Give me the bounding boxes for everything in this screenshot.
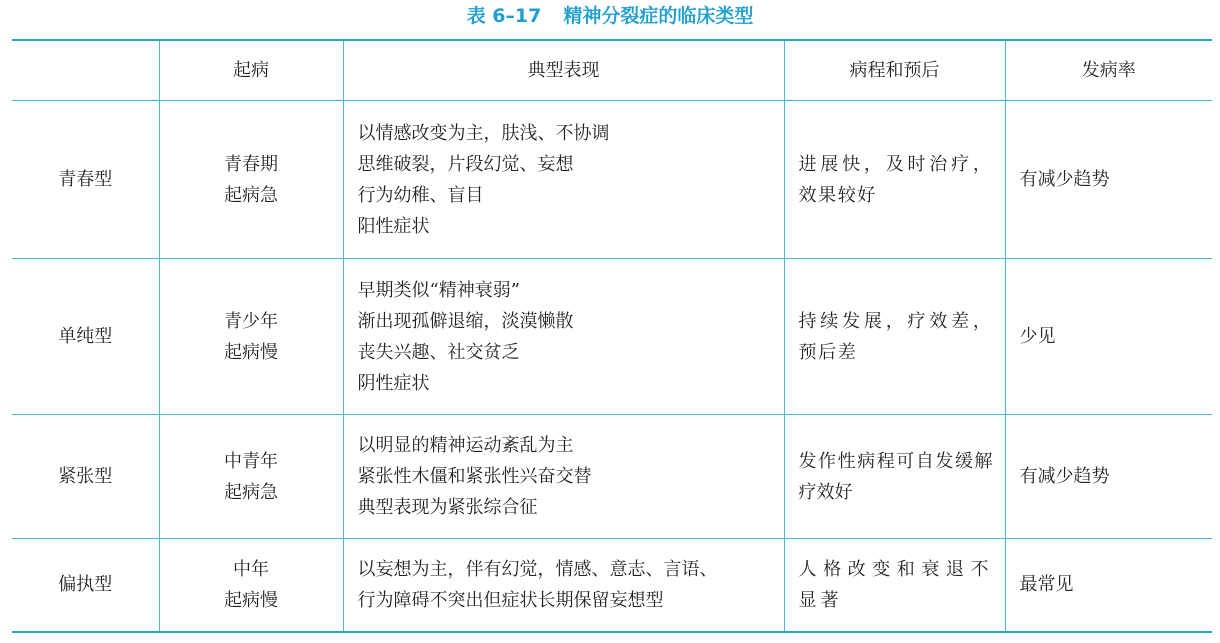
prognosis-text: 人格改变和衰退不显著 xyxy=(798,558,993,611)
manifestation-line: 阳性症状 xyxy=(357,215,430,237)
manifestation-line: 以明显的精神运动紊乱为主 xyxy=(357,435,574,456)
incidence-cell: 少见 xyxy=(1005,259,1212,415)
onset-cell xyxy=(159,101,343,259)
table-title-text: 精神分裂症的临床类型 xyxy=(563,5,754,27)
onset-cell xyxy=(159,539,343,632)
onset-age: 中青年 xyxy=(224,450,278,472)
clinical-types-table xyxy=(12,39,1212,633)
prognosis-cell xyxy=(784,101,1005,259)
onset-speed: 起病慢 xyxy=(224,341,278,363)
header-onset: 起病 xyxy=(159,40,343,101)
prognosis-text: 持续发展，疗效差，预后差 xyxy=(798,310,993,363)
type-cell: 青春型 xyxy=(12,101,159,259)
prognosis-cell xyxy=(784,259,1005,415)
table-row xyxy=(12,101,1212,259)
prognosis-text: 发作性病程可自发缓解疗效好 xyxy=(798,450,993,503)
manifestation-line: 紧张性木僵和紧张性兴奋交替 xyxy=(357,466,592,487)
type-cell: 单纯型 xyxy=(12,259,159,415)
table-number: 表 6–17 xyxy=(466,5,542,27)
manifestation-line: 以情感改变为主，肤浅、不协调 xyxy=(357,122,610,144)
header-type xyxy=(12,40,159,101)
manifestation-line: 以妄想为主，伴有幻觉，情感、意志、言语、 xyxy=(357,558,718,580)
onset-speed: 起病急 xyxy=(224,184,278,206)
onset-age: 中年 xyxy=(233,558,269,580)
header-prognosis: 病程和预后 xyxy=(784,40,1005,101)
incidence-cell: 最常见 xyxy=(1005,539,1212,632)
manifestations-cell xyxy=(343,415,784,539)
manifestation-line: 丧失兴趣、社交贫乏 xyxy=(357,341,520,363)
type-cell: 偏执型 xyxy=(12,539,159,632)
header-manifestations: 典型表现 xyxy=(343,40,784,101)
onset-cell xyxy=(159,259,343,415)
manifestation-line: 早期类似“精神衰弱” xyxy=(357,279,520,301)
header-row xyxy=(12,40,1212,101)
manifestations-cell xyxy=(343,101,784,259)
table-row xyxy=(12,539,1212,632)
prognosis-cell xyxy=(784,539,1005,632)
type-cell: 紧张型 xyxy=(12,415,159,539)
table-row xyxy=(12,415,1212,539)
manifestation-line: 典型表现为紧张综合征 xyxy=(357,497,538,518)
onset-speed: 起病急 xyxy=(224,481,278,503)
manifestations-cell xyxy=(343,259,784,415)
prognosis-cell xyxy=(784,415,1005,539)
onset-cell xyxy=(159,415,343,539)
table-title xyxy=(0,3,1220,29)
onset-speed: 起病慢 xyxy=(224,589,278,611)
manifestations-cell xyxy=(343,539,784,632)
onset-age: 青春期 xyxy=(224,153,278,175)
prognosis-text: 进展快，及时治疗，效果较好 xyxy=(798,153,993,206)
manifestation-line: 行为障碍不突出但症状长期保留妄想型 xyxy=(357,589,664,611)
manifestation-line: 渐出现孤僻退缩，淡漠懒散 xyxy=(357,310,574,332)
manifestation-line: 行为幼稚、盲目 xyxy=(357,184,484,206)
incidence-cell: 有减少趋势 xyxy=(1005,415,1212,539)
table-row xyxy=(12,259,1212,415)
onset-age: 青少年 xyxy=(224,310,278,332)
manifestation-line: 阴性症状 xyxy=(357,372,430,394)
incidence-cell: 有减少趋势 xyxy=(1005,101,1212,259)
header-incidence: 发病率 xyxy=(1005,40,1212,101)
manifestation-line: 思维破裂，片段幻觉、妄想 xyxy=(357,153,574,175)
